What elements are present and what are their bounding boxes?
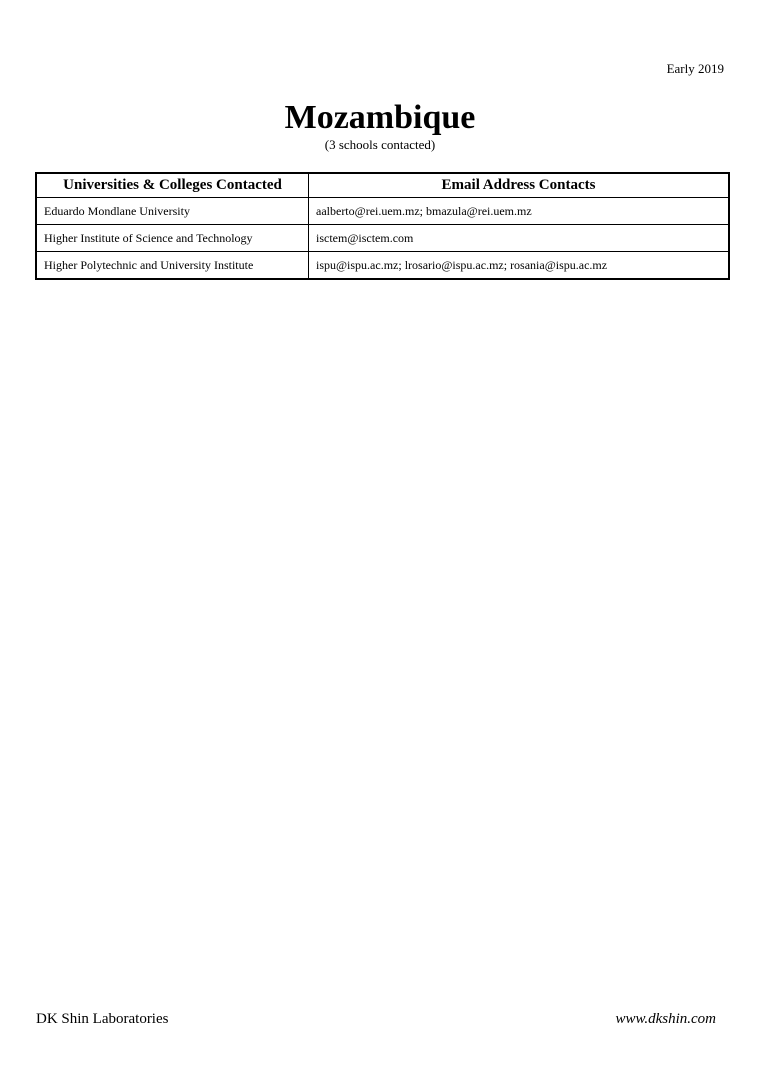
table-header-row [36,173,729,198]
column-header-email: Email Address Contacts [309,173,730,198]
footer-organization: DK Shin Laboratories [36,1011,169,1027]
table-row [36,225,729,252]
contacts-table [35,172,730,280]
page-title: Mozambique [284,99,476,136]
email-cell: ispu@ispu.ac.mz; lrosario@ispu.ac.mz; rosania@ispu.ac.mz [309,252,730,280]
column-header-institution: Universities & Colleges Contacted [36,173,309,198]
footer-website-link[interactable]: www.dkshin.com [615,1011,716,1027]
institution-cell: Higher Institute of Science and Technology [36,225,309,252]
email-cell: aalberto@rei.uem.mz; bmazula@rei.uem.mz [309,198,730,225]
email-cell: isctem@isctem.com [309,225,730,252]
table-row [36,252,729,280]
institution-cell: Higher Polytechnic and University Institute [36,252,309,280]
institution-cell: Eduardo Mondlane University [36,198,309,225]
page-subtitle: (3 schools contacted) [324,137,436,152]
table-row [36,198,729,225]
document-date: Early 2019 [666,61,724,76]
